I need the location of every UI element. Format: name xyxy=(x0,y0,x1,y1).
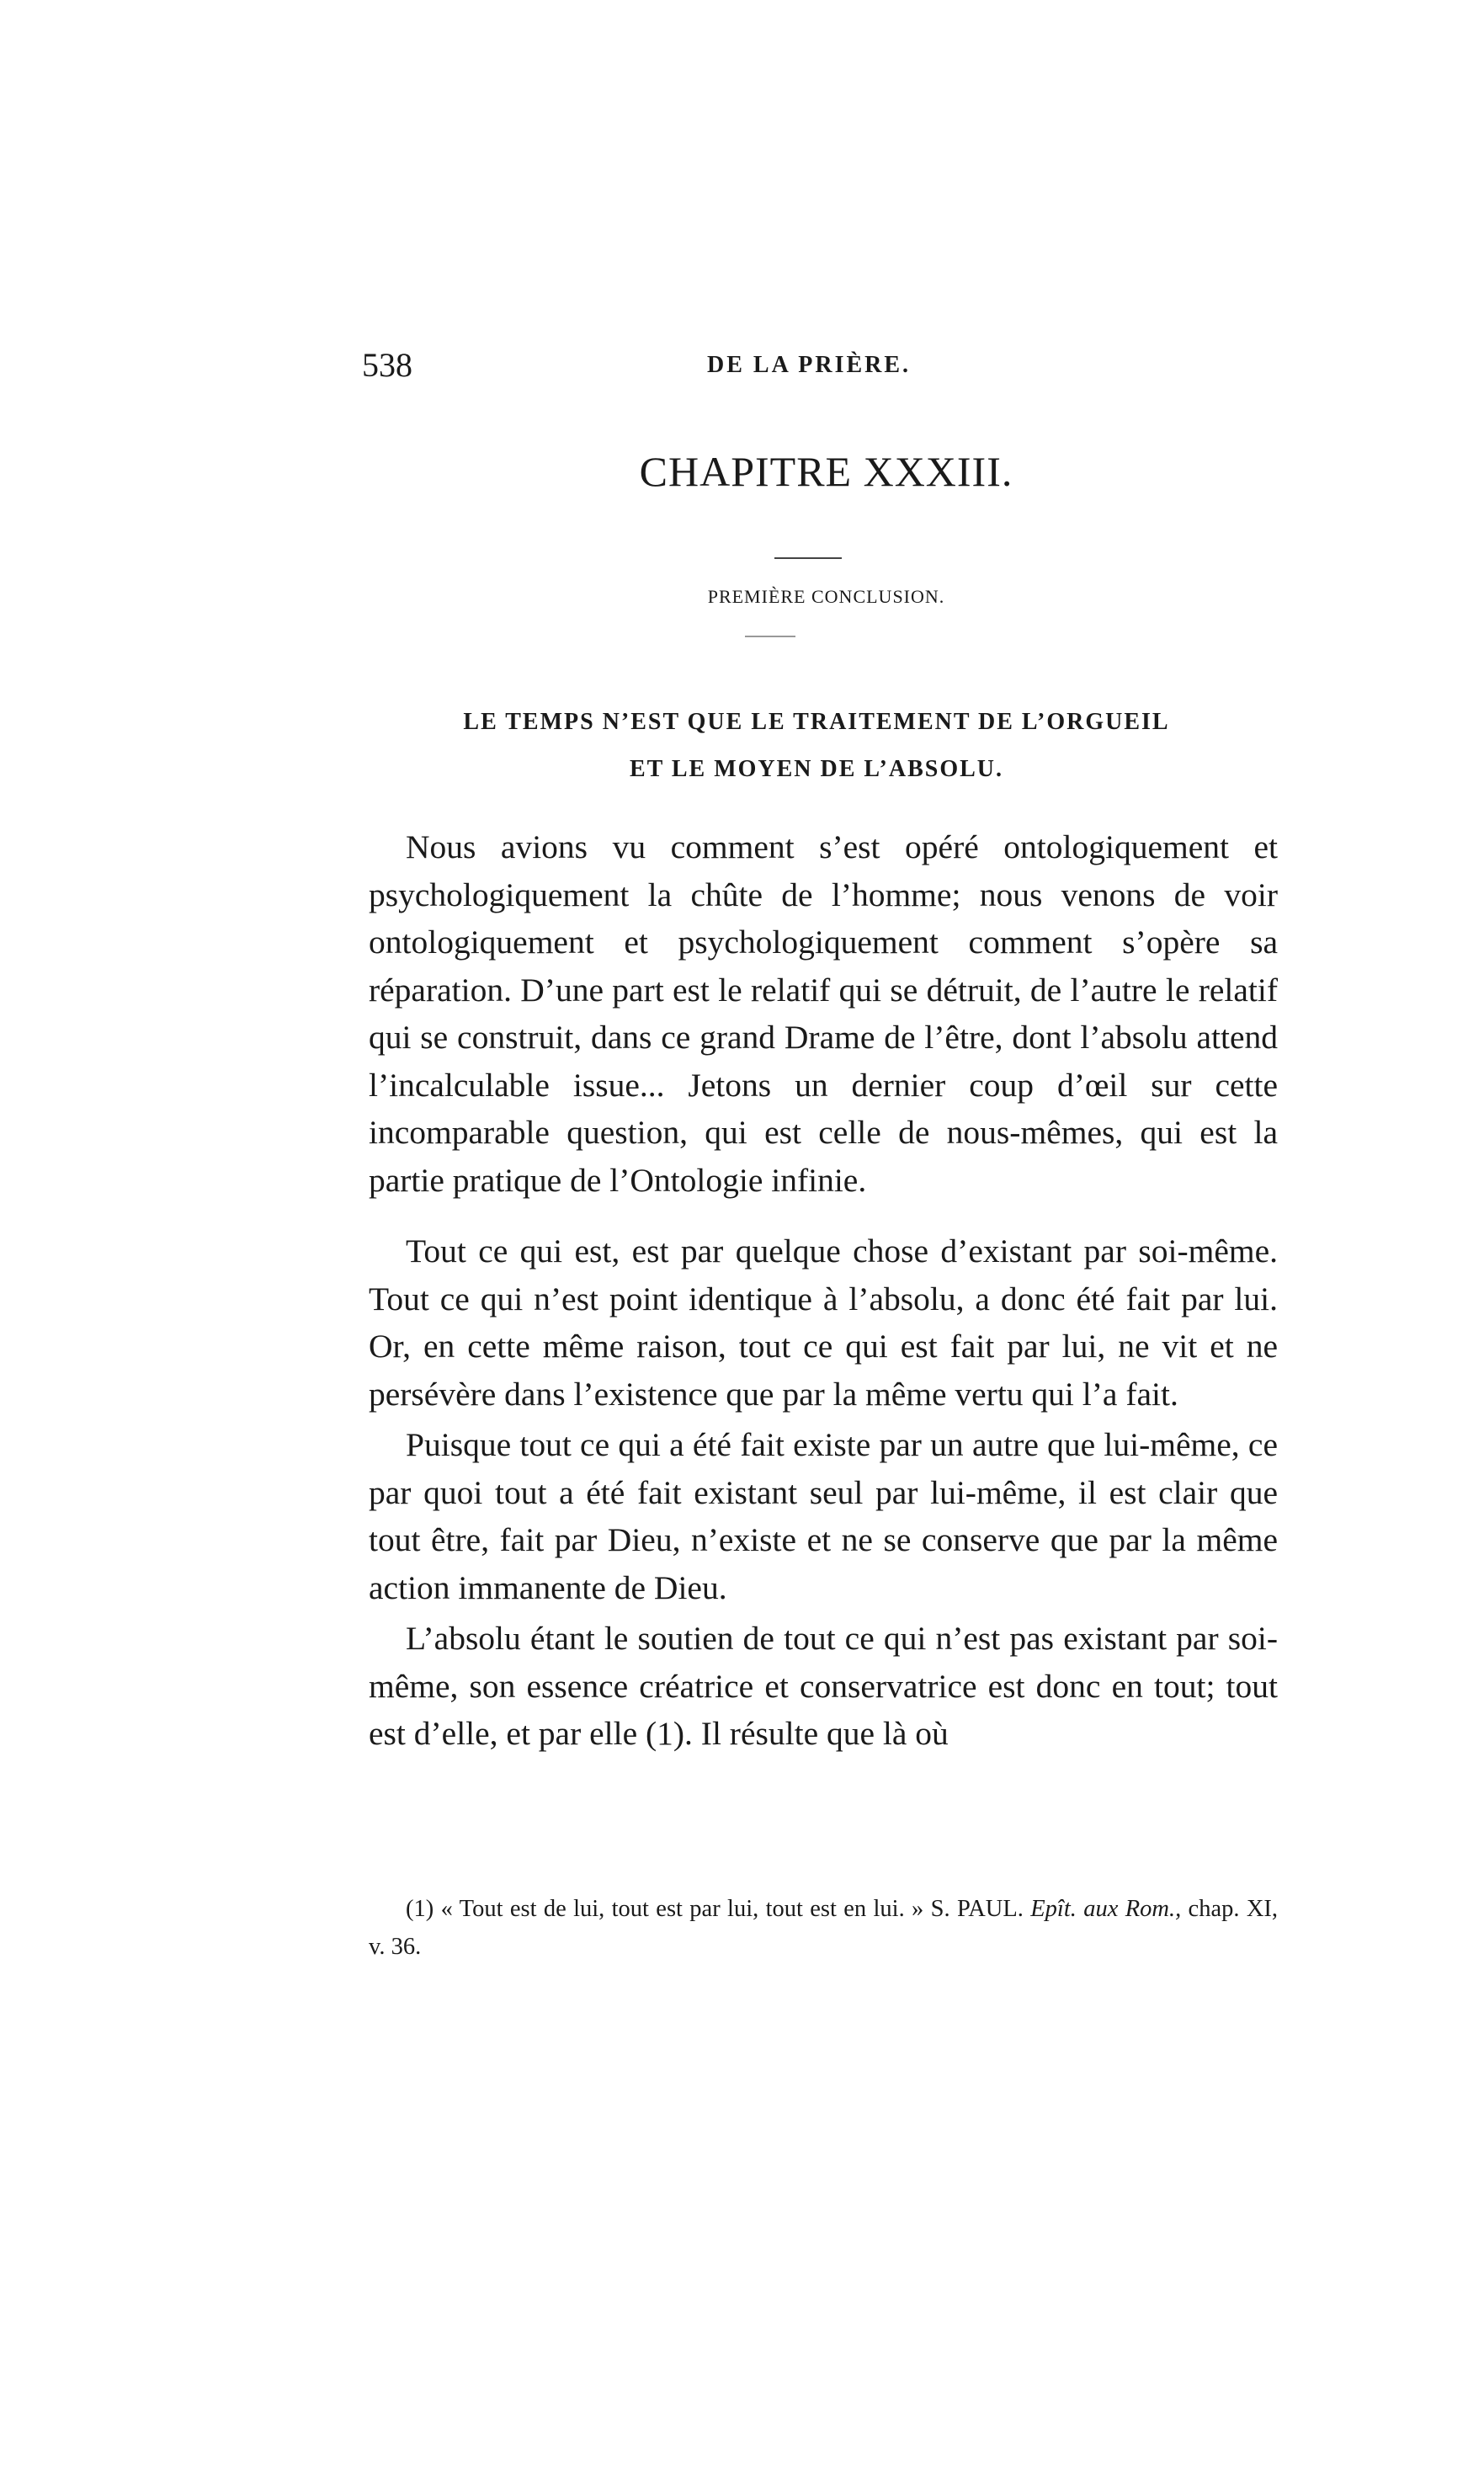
paragraph: Tout ce qui est, est par quelque chose d’existant par soi-même. Tout ce qui n’est point identique à l’absolu, a donc été fait par lui. Or, en cette même raison, tout ce qui est fait par lui, ne vit et ne persévère dans l’existence que par la même vertu qui l’a fait. xyxy=(369,1232,1278,1413)
footnote-chapter-ref: chap. XI, v. 36. xyxy=(369,1896,1279,1960)
footnote-text-line xyxy=(369,1890,1278,1966)
section-heading-line: ET LE MOYEN DE L’ABSOLU. xyxy=(630,756,1003,782)
footnote-reference: Epît. aux Rom., xyxy=(1030,1896,1182,1922)
section-heading xyxy=(425,699,1208,793)
chapter-subtitle: PREMIÈRE CONCLUSION. xyxy=(707,586,945,607)
chapter-title: CHAPITRE XXXIII. xyxy=(639,448,1013,495)
paragraph: Nous avions vu comment s’est opéré ontologiquement et psychologiquement la chûte de l’homme; nous venons de voir ontologiquement et psychologiquement comment s’opère sa réparation. D’une part est le relatif qui se détruit, de l’autre le relatif qui se construit, dans ce grand Drame de l’être, dont l’absolu attend l’incalculable issue... Jetons un dernier coup d’œil sur cette incomparable question, qui est celle de nous-mêmes, qui est la partie pratique de l’Ontologie infinie. xyxy=(369,828,1278,1199)
running-head xyxy=(362,343,1271,387)
page-number: 538 xyxy=(362,346,412,384)
divider-rule xyxy=(774,557,842,559)
paragraph: L’absolu étant le soutien de tout ce qui n’est pas existant par soi-même, son essence créatrice et conservatrice est donc en tout; tout est d’elle, et par elle (1). Il résulte que là où xyxy=(369,1620,1278,1752)
running-title: DE LA PRIÈRE. xyxy=(707,352,912,378)
section-heading-line: LE TEMPS N’EST QUE LE TRAITEMENT DE L’ORGUEIL xyxy=(463,709,1170,735)
paragraph: Puisque tout ce qui a été fait existe par un autre que lui-même, ce par quoi tout a été fait existant seul par lui-même, il est clair que tout être, fait par Dieu, n’existe et ne se conserve que par la même action immanente de Dieu. xyxy=(369,1426,1278,1606)
footnote-text: (1) « Tout est de lui, tout est par lui, tout est en lui. » S. PAUL. xyxy=(406,1896,1024,1922)
divider-rule xyxy=(745,636,795,637)
footnote xyxy=(369,1890,1278,1966)
body-text xyxy=(369,823,1278,1758)
